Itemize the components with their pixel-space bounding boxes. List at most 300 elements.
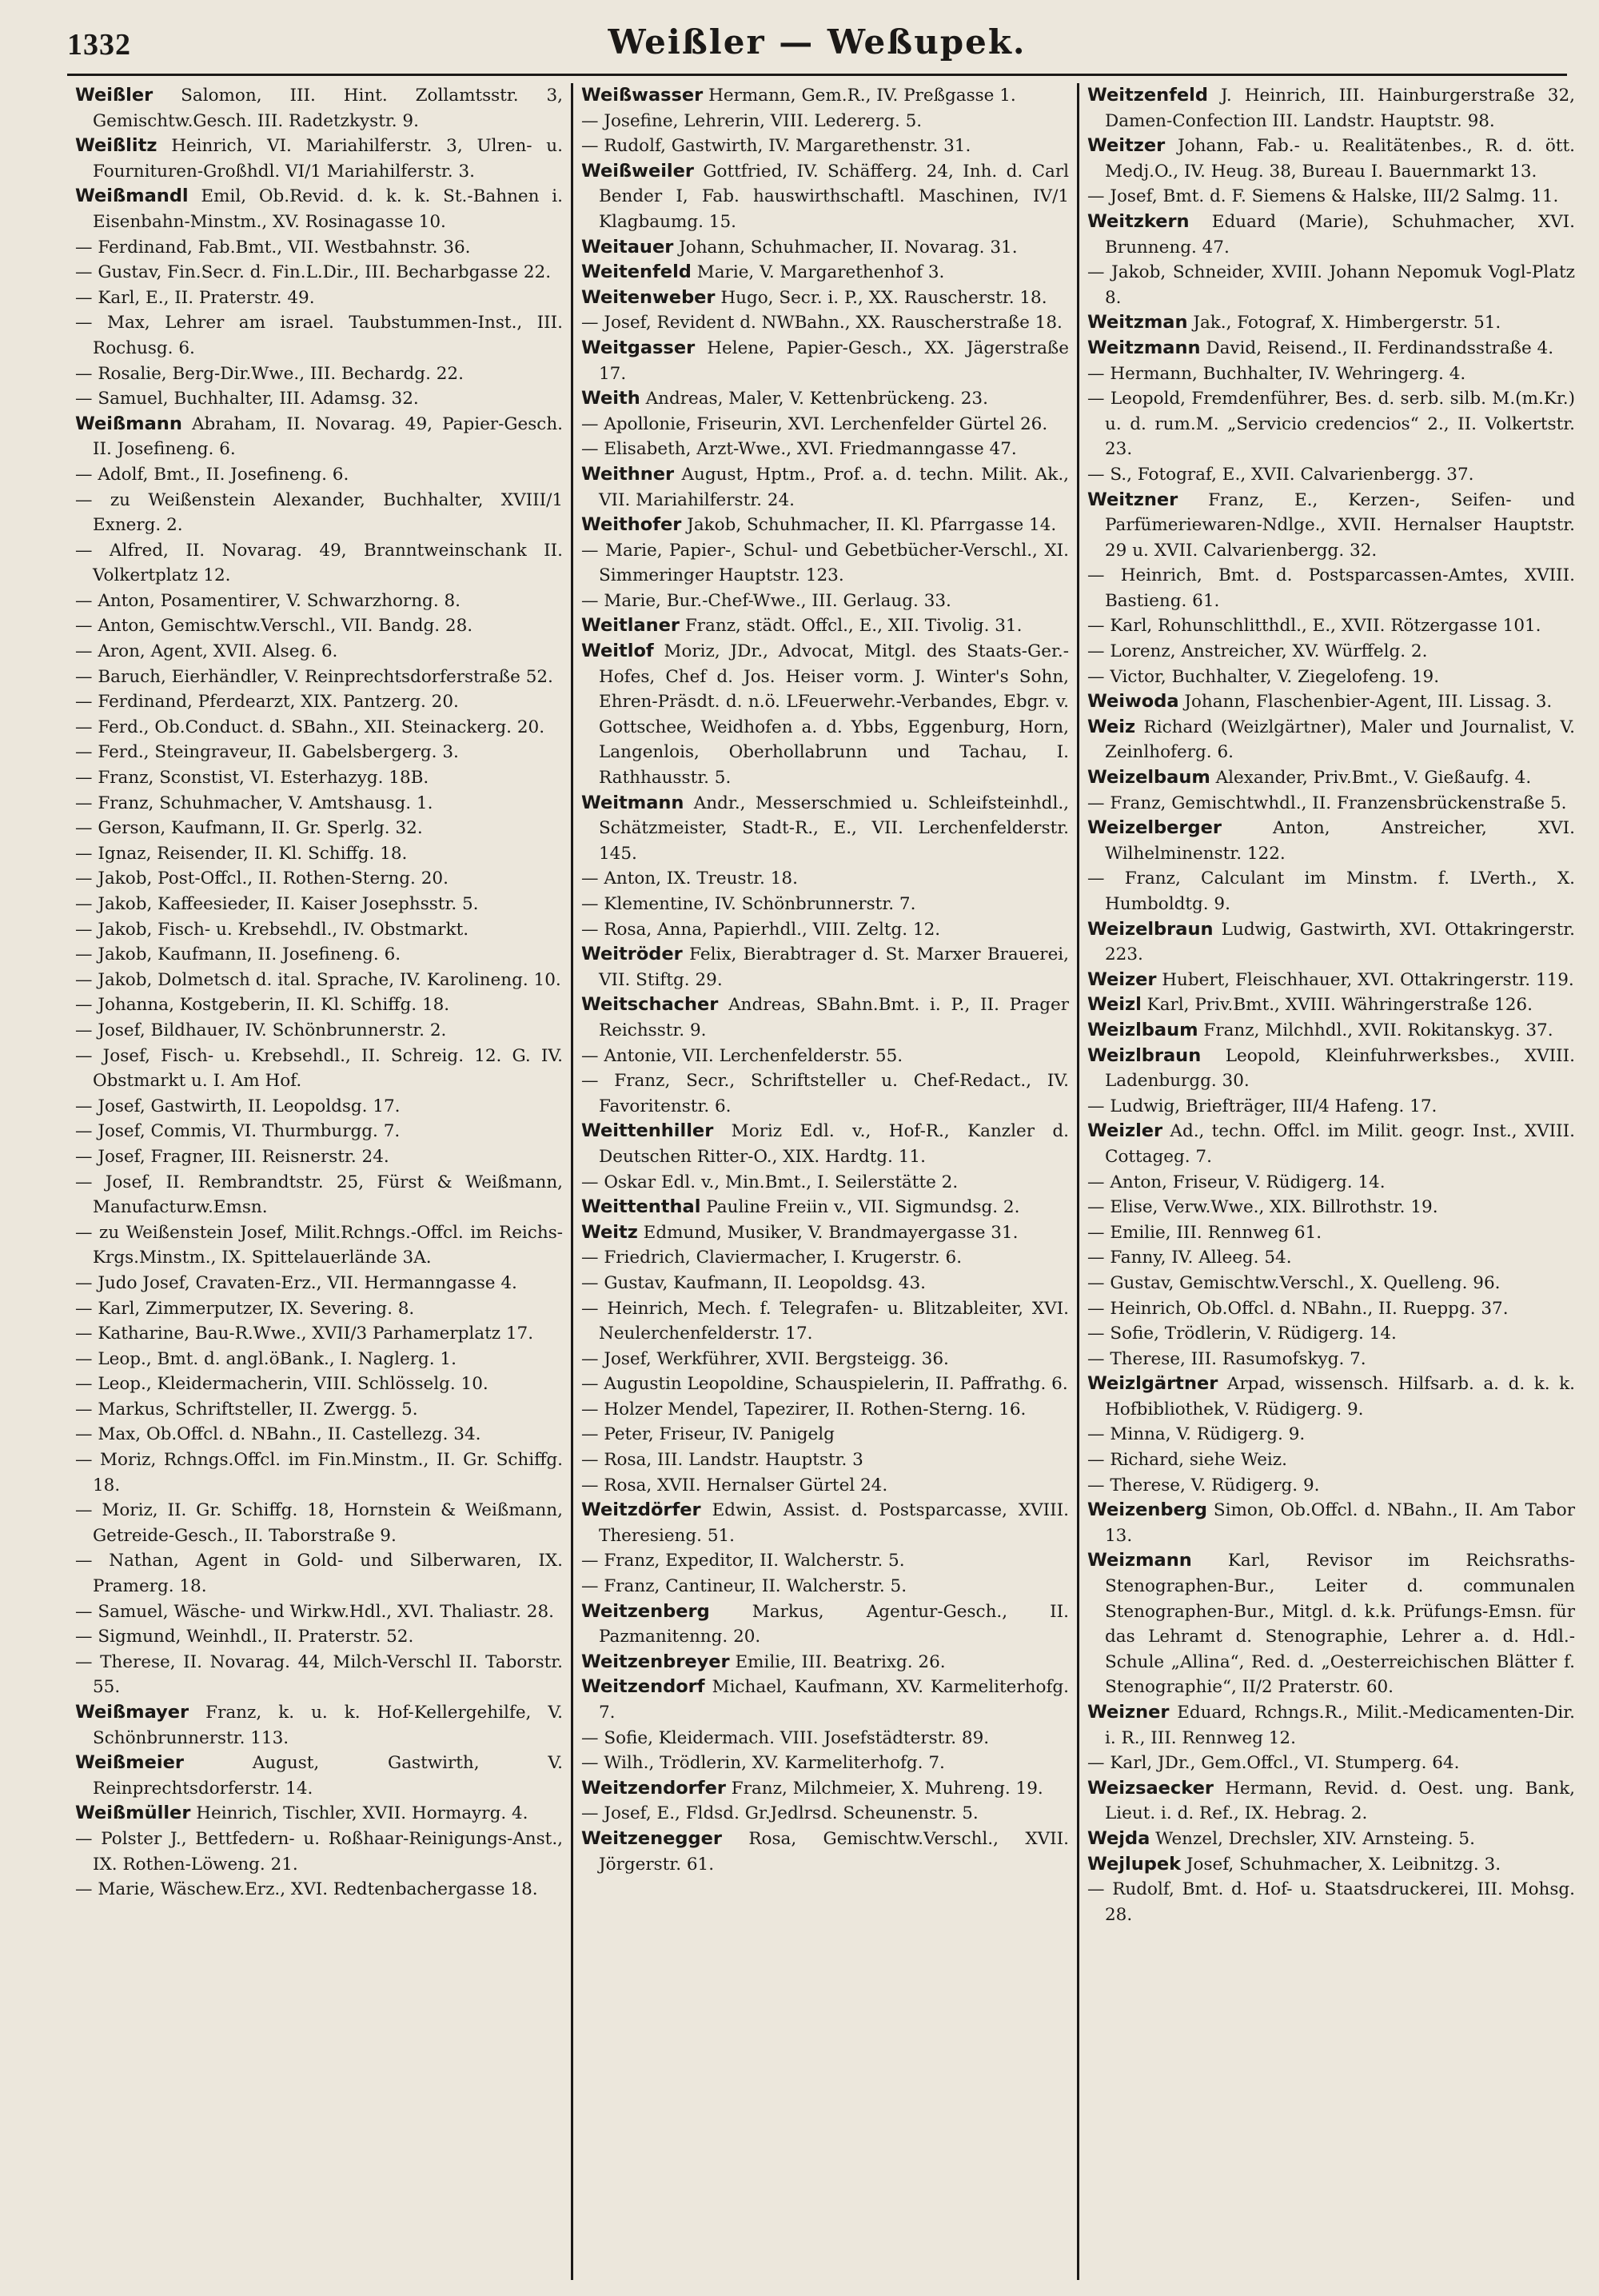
page-number: 1332 <box>67 28 131 62</box>
entry-text: — Franz, Expeditor, II. Walcherstr. 5. <box>581 1551 905 1571</box>
directory-entry <box>581 639 1069 791</box>
entry-surname: Weitgasser <box>581 337 696 358</box>
entry-text: — Heinrich, Mech. f. Telegrafen- u. Blitzableiter, XVI. Neulerchenfelderstr. 17. <box>581 1298 1069 1344</box>
entry-text: — Rudolf, Gastwirth, IV. Margarethenstr. 31. <box>581 136 971 157</box>
entry-text: Hermann, Revid. d. Oest. ung. Bank, Lieut. i. d. Ref., IX. Hebrag. 2. <box>1105 1778 1575 1824</box>
entry-text: Anton, Anstreicher, XVI. Wilhelminenstr. 122. <box>1105 818 1575 864</box>
entry-text: Rosa, Gemischtw.Verschl., XVII. Jörgerstr. 61. <box>599 1828 1069 1875</box>
entry-text: — Heinrich, Bmt. d. Postsparcassen-Amtes, XVIII. Bastieng. 61. <box>1087 565 1575 611</box>
entry-text: Ludwig, Gastwirth, XVI. Ottakringerstr. 223. <box>1105 919 1575 965</box>
entry-text: Hubert, Fleischhauer, XVI. Ottakringerstr. 119. <box>1156 969 1574 990</box>
directory-entry <box>1087 1321 1575 1347</box>
entry-surname: Weitzmann <box>1087 337 1201 358</box>
directory-entry <box>75 1094 563 1120</box>
entry-surname: Weithofer <box>581 514 682 536</box>
entry-surname: Weiz <box>1087 716 1136 737</box>
directory-entry <box>581 1574 1069 1599</box>
entry-text: Johann, Schuhmacher, II. Novarag. 31. <box>673 237 1018 258</box>
entry-surname: Weitenweber <box>581 286 716 308</box>
directory-entry <box>75 589 563 614</box>
entry-surname: Weizlbaum <box>1087 1019 1198 1040</box>
entry-text: — Jakob, Schneider, XVIII. Johann Nepomuk Vogl-Platz 8. <box>1087 262 1575 308</box>
directory-entry <box>75 1751 563 1801</box>
directory-entry <box>581 235 1069 261</box>
entry-text: — Jakob, Kaufmann, II. Josefineng. 6. <box>75 944 401 965</box>
directory-entry <box>1087 665 1575 690</box>
entry-text: — Franz, Gemischtwhdl., II. Franzensbrückenstraße 5. <box>1087 793 1567 813</box>
directory-entry <box>75 1296 563 1322</box>
directory-entry <box>75 83 563 134</box>
directory-entry <box>75 866 563 892</box>
entry-surname: Weizelbaum <box>1087 767 1210 789</box>
directory-entry <box>75 841 563 867</box>
entry-text: — Alfred, II. Novarag. 49, Branntweinschank II. Volkertplatz 12. <box>75 540 563 586</box>
entry-text: — Lorenz, Anstreicher, XV. Würffelg. 2. <box>1087 641 1428 662</box>
directory-entry <box>581 1119 1069 1169</box>
directory-entry <box>1087 1776 1575 1827</box>
directory-entry <box>75 1044 563 1094</box>
entry-text: — Josef, E., Fldsd. Gr.Jedlrsd. Scheunenstr. 5. <box>581 1803 979 1824</box>
entry-text: — Elise, Verw.Wwe., XIX. Billrothstr. 19. <box>1087 1197 1438 1218</box>
entry-text: — Ludwig, Briefträger, III/4 Hafeng. 17. <box>1087 1096 1438 1116</box>
entry-surname: Weißmeier <box>75 1752 184 1774</box>
directory-entry <box>1087 1170 1575 1196</box>
entry-text: Hermann, Gem.R., IV. Preßgasse 1. <box>703 86 1016 106</box>
entry-text: — Max, Ob.Offcl. d. NBahn., II. Castellezg. 34. <box>75 1424 481 1445</box>
directory-entry <box>581 917 1069 943</box>
entry-text: — Polster J., Bettfedern- u. Roßhaar-Reinigungs-Anst., IX. Rothen-Löweng. 21. <box>75 1828 563 1875</box>
entry-text: — Oskar Edl. v., Min.Bmt., I. Seilerstätte 2. <box>581 1172 959 1192</box>
entry-surname: Weitzenberg <box>581 1600 710 1622</box>
entry-text: — Franz, Schuhmacher, V. Amtshausg. 1. <box>75 793 433 813</box>
directory-entry <box>581 336 1069 386</box>
entry-text: Helene, Papier-Gesch., XX. Jägerstraße 17. <box>599 337 1069 384</box>
directory-entry <box>581 462 1069 513</box>
directory-entry <box>1087 134 1575 184</box>
directory-entry <box>75 715 563 741</box>
entry-text: — Johanna, Kostgeberin, II. Kl. Schiffg. 18. <box>75 995 450 1016</box>
directory-entry <box>1087 488 1575 564</box>
entry-text: — Therese, III. Rasumofskyg. 7. <box>1087 1348 1366 1369</box>
entry-text: Franz, Milchhdl., XVII. Rokitanskyg. 37. <box>1198 1020 1553 1040</box>
directory-entry <box>581 1044 1069 1069</box>
directory-entry <box>1087 1852 1575 1878</box>
entry-text: Jak., Fotograf, X. Himbergerstr. 51. <box>1187 313 1501 333</box>
directory-entry <box>75 1650 563 1700</box>
entry-text: — Karl, Zimmerputzer, IX. Severing. 8. <box>75 1298 415 1319</box>
directory-entry <box>75 992 563 1018</box>
directory-entry <box>75 538 563 589</box>
directory-entry <box>1087 1195 1575 1220</box>
directory-entry <box>581 1801 1069 1827</box>
directory-entry <box>75 765 563 791</box>
entry-text: — Josef, Gastwirth, II. Leopoldsg. 17. <box>75 1096 401 1116</box>
entry-text: Arpad, wissensch. Hilfsarb. a. d. k. k. Hofbibliothek, V. Rüdigerg. 9. <box>1105 1374 1575 1420</box>
entry-text: — Katharine, Bau-R.Wwe., XVII/3 Parhamerplatz 17. <box>75 1324 534 1344</box>
directory-entry <box>75 740 563 765</box>
entry-text: Abraham, II. Novarag. 49, Papier-Gesch. II. Josefineng. 6. <box>93 413 563 460</box>
directory-entry <box>581 1447 1069 1473</box>
entry-text: — Sofie, Kleidermach. VIII. Josefstädterstr. 89. <box>581 1727 990 1748</box>
directory-entry <box>581 310 1069 336</box>
entry-text: — Jakob, Fisch- u. Krebsehdl., IV. Obstmarkt. <box>75 919 469 940</box>
entry-surname: Weitenfeld <box>581 262 692 283</box>
directory-entry <box>75 235 563 261</box>
entry-text: — Franz, Secr., Schriftsteller u. Chef-Redact., IV. Favoritenstr. 6. <box>581 1071 1069 1116</box>
entry-text: — Moriz, II. Gr. Schiffg. 18, Hornstein & Weißmann, Getreide-Gesch., II. Taborstraße 9. <box>75 1500 563 1546</box>
entry-text: — Josef, Revident d. NWBahn., XX. Rauscherstraße 18. <box>581 313 1063 333</box>
directory-entry <box>1087 1372 1575 1422</box>
entry-text: Heinrich, Tischler, XVII. Hormayrg. 4. <box>190 1803 528 1824</box>
entry-text: — Nathan, Agent in Gold- und Silberwaren, IX. Pramerg. 18. <box>75 1551 563 1597</box>
directory-entry <box>581 513 1069 538</box>
directory-entry <box>1087 336 1575 361</box>
entry-surname: Weizmann <box>1087 1550 1192 1571</box>
directory-entry <box>1087 968 1575 993</box>
entry-text: — Therese, V. Rüdigerg. 9. <box>1087 1475 1320 1495</box>
entry-text: August, Gastwirth, V. Reinprechtsdorferstr. 14. <box>93 1753 563 1799</box>
directory-entry <box>581 1498 1069 1548</box>
directory-entry <box>75 1498 563 1548</box>
entry-text: — Gustav, Kaufmann, II. Leopoldsg. 43. <box>581 1272 926 1293</box>
directory-entry <box>75 1144 563 1170</box>
entry-text: — Aron, Agent, XVII. Alseg. 6. <box>75 641 338 662</box>
entry-text: Moriz Edl. v., Hof-R., Kanzler d. Deutschen Ritter-O., XIX. Hardtg. 11. <box>599 1121 1069 1167</box>
entry-text: — Samuel, Wäsche- und Wirkw.Hdl., XVI. Thaliastr. 28. <box>75 1601 554 1622</box>
entry-text: — Wilh., Trödlerin, XV. Karmeliterhofg. 7. <box>581 1753 945 1774</box>
entry-text: — Ferdinand, Pferdearzt, XIX. Pantzerg. 20. <box>75 692 459 713</box>
entry-text: — Jakob, Dolmetsch d. ital. Sprache, IV. Karolineng. 10. <box>75 969 561 990</box>
entry-surname: Weitschacher <box>581 994 719 1016</box>
entry-text: David, Reisend., II. Ferdinandsstraße 4. <box>1200 337 1554 358</box>
directory-entry <box>1087 1422 1575 1447</box>
entry-text: — Rudolf, Bmt. d. Hof- u. Staatsdruckerei, III. Mohsg. 28. <box>1087 1879 1575 1925</box>
entry-text: August, Hptm., Prof. a. d. techn. Milit. Ak., VII. Mariahilferstr. 24. <box>599 464 1069 510</box>
entry-surname: Weizsaecker <box>1087 1777 1214 1799</box>
entry-text: — Victor, Buchhalter, V. Ziegelofeng. 19. <box>1087 666 1440 687</box>
directory-entry <box>1087 1498 1575 1548</box>
entry-text: — Josef, II. Rembrandtstr. 25, Fürst & Weißmann, Manufacturw.Emsn. <box>75 1172 563 1218</box>
entry-surname: Weithner <box>581 463 675 485</box>
entry-text: — Apollonie, Friseurin, XVI. Lerchenfelder Gürtel 26. <box>581 413 1048 434</box>
directory-entry <box>581 437 1069 462</box>
entry-surname: Weitzer <box>1087 135 1166 157</box>
directory-entry <box>75 689 563 715</box>
entry-text: Ad., techn. Offcl. im Milit. geogr. Inst., XVIII. Cottageg. 7. <box>1105 1121 1575 1167</box>
entry-surname: Weizer <box>1087 968 1157 990</box>
directory-entry <box>1087 1119 1575 1169</box>
entry-text: — Marie, Bur.-Chef-Wwe., III. Gerlaug. 33. <box>581 590 951 611</box>
entry-text: — Sigmund, Weinhdl., II. Praterstr. 52. <box>75 1627 414 1647</box>
entry-surname: Weitzkern <box>1087 210 1190 232</box>
entry-surname: Weizelbraun <box>1087 918 1214 940</box>
entry-surname: Weitzman <box>1087 312 1188 333</box>
entry-surname: Weittenthal <box>581 1196 701 1218</box>
directory-entry <box>581 992 1069 1043</box>
directory-entry <box>75 1018 563 1044</box>
entry-text: — Josef, Commis, VI. Thurmburgg. 7. <box>75 1121 401 1142</box>
entry-text: Johann, Fab.- u. Realitätenbes., R. d. ött. Medj.O., IV. Heug. 38, Bureau I. Bauernmarkt 13. <box>1105 136 1575 182</box>
directory-entry <box>75 361 563 387</box>
entry-surname: Weizler <box>1087 1120 1163 1142</box>
entry-text: — Josefine, Lehrerin, VIII. Ledererg. 5. <box>581 110 923 131</box>
directory-entry <box>581 1751 1069 1776</box>
directory-entry <box>581 613 1069 639</box>
column-1 <box>67 83 571 2280</box>
entry-text: Emilie, III. Beatrixg. 26. <box>729 1651 946 1672</box>
entry-text: — Rosalie, Berg-Dir.Wwe., III. Bechardg. 22. <box>75 363 464 384</box>
directory-entry <box>581 892 1069 917</box>
directory-entry <box>581 1473 1069 1499</box>
directory-entry <box>581 386 1069 412</box>
entry-text: J. Heinrich, III. Hainburgerstraße 32, Damen-Confection III. Landstr. Hauptstr. 98. <box>1105 86 1575 131</box>
directory-entry <box>1087 639 1575 665</box>
entry-text: — zu Weißenstein Josef, Milit.Rchngs.-Offcl. im Reichs-Krgs.Minstm., IX. Spittelauerlände 3A. <box>75 1222 563 1268</box>
entry-surname: Weizenberg <box>1087 1499 1207 1521</box>
directory-entry <box>75 1624 563 1650</box>
entry-surname: Weitauer <box>581 236 674 258</box>
directory-entry <box>581 1245 1069 1271</box>
directory-entry <box>581 83 1069 109</box>
directory-entry <box>75 286 563 311</box>
entry-text: — Josef, Bildhauer, IV. Schönbrunnerstr. 2. <box>75 1020 447 1040</box>
directory-entry <box>1087 184 1575 210</box>
entry-surname: Wejda <box>1087 1827 1150 1849</box>
directory-entry <box>75 665 563 690</box>
directory-entry <box>1087 563 1575 613</box>
entry-text: — Jakob, Kaffeesieder, II. Kaiser Josephsstr. 5. <box>75 894 479 914</box>
directory-entry <box>75 310 563 361</box>
entry-surname: Weizelberger <box>1087 817 1222 839</box>
directory-entry <box>75 1548 563 1599</box>
directory-entry <box>1087 1220 1575 1246</box>
entry-surname: Weizner <box>1087 1702 1170 1723</box>
entry-text: Karl, Priv.Bmt., XVIII. Währingerstraße 126. <box>1141 995 1533 1016</box>
entry-surname: Weißmayer <box>75 1702 189 1723</box>
directory-entry <box>75 488 563 538</box>
entry-text: — Gustav, Gemischtw.Verschl., X. Quelleng. 96. <box>1087 1272 1501 1293</box>
entry-surname: Weitzdörfer <box>581 1499 701 1521</box>
directory-entry <box>75 1372 563 1397</box>
directory-entry <box>581 1397 1069 1423</box>
entry-text: — Jakob, Post-Offcl., II. Rothen-Sterng. 20. <box>75 868 449 889</box>
entry-text: Wenzel, Drechsler, XIV. Arnsteing. 5. <box>1150 1828 1475 1849</box>
entry-surname: Weißmandl <box>75 186 189 207</box>
entry-text: — Adolf, Bmt., II. Josefineng. 6. <box>75 464 349 485</box>
directory-entry <box>581 109 1069 134</box>
entry-text: Franz, städt. Offcl., E., XII. Tivolig. 31. <box>680 616 1023 637</box>
entry-text: — Gustav, Fin.Secr. d. Fin.L.Dir., III. Becharbgasse 22. <box>75 262 552 283</box>
entry-text: — Rosa, XVII. Hernalser Gürtel 24. <box>581 1475 888 1495</box>
entry-text: Johann, Flaschenbier-Agent, III. Lissag. 3. <box>1178 692 1553 713</box>
entry-text: — S., Fotograf, E., XVII. Calvarienbergg. 37. <box>1087 464 1474 485</box>
entry-surname: Weiwoda <box>1087 691 1179 713</box>
entry-text: — Sofie, Trödlerin, V. Rüdigerg. 14. <box>1087 1324 1397 1344</box>
entry-text: — Anton, Friseur, V. Rüdigerg. 14. <box>1087 1172 1386 1192</box>
directory-entry <box>1087 613 1575 639</box>
running-head: Weißler — Weßupek. <box>608 22 1027 62</box>
entry-surname: Weitlaner <box>581 615 680 637</box>
entry-text: Richard (Weizlgärtner), Maler und Journalist, V. Zeinlhoferg. 6. <box>1105 717 1575 763</box>
entry-text: Eduard, Rchngs.R., Milit.-Medicamenten-Dir. i. R., III. Rennweg 12. <box>1105 1703 1575 1748</box>
entry-text: — Peter, Friseur, IV. Panigelg <box>581 1424 835 1445</box>
entry-surname: Weitröder <box>581 944 683 965</box>
entry-text: — Antonie, VII. Lerchenfelderstr. 55. <box>581 1045 903 1066</box>
entry-text: — Rosa, Anna, Papierhdl., VIII. Zeltg. 12. <box>581 919 941 940</box>
directory-entry <box>581 866 1069 892</box>
directory-entry <box>1087 1245 1575 1271</box>
entry-text: — Franz, Sconstist, VI. Esterhazyg. 18B. <box>75 768 429 789</box>
entry-surname: Weißmüller <box>75 1803 191 1824</box>
entry-text: Edwin, Assist. d. Postsparcasse, XVIII. Theresieng. 51. <box>599 1500 1069 1546</box>
entry-text: — Markus, Schriftsteller, II. Zwergg. 5. <box>75 1399 418 1420</box>
directory-entry <box>1087 917 1575 968</box>
entry-text: — Ignaz, Reisender, II. Kl. Schiffg. 18. <box>75 843 408 864</box>
entry-surname: Wejlupek <box>1087 1853 1182 1875</box>
entry-text: — Augustin Leopoldine, Schauspielerin, II. Paffrathg. 6. <box>581 1374 1068 1395</box>
entry-text: — zu Weißenstein Alexander, Buchhalter, XVIII/1 Exnerg. 2. <box>75 489 563 536</box>
directory-entry <box>581 134 1069 159</box>
directory-entry <box>75 1119 563 1144</box>
directory-entry <box>1087 715 1575 765</box>
entry-surname: Weitzenfeld <box>1087 85 1208 106</box>
column-2 <box>571 83 1077 2280</box>
directory-entry <box>581 412 1069 437</box>
entry-text: Franz, E., Kerzen-, Seifen- und Parfümeriewaren-Ndlge., XVII. Hernalser Hauptstr. 29 u. XVII. Calvarienbergg. 32. <box>1105 489 1575 561</box>
directory-entry <box>75 791 563 817</box>
directory-entry <box>1087 83 1575 134</box>
entry-text: Jakob, Schuhmacher, II. Kl. Pfarrgasse 14. <box>681 515 1057 536</box>
entry-text: Franz, k. u. k. Hof-Kellergehilfe, V. Schönbrunnerstr. 113. <box>93 1703 563 1748</box>
entry-text: Josef, Schuhmacher, X. Leibnitzg. 3. <box>1181 1854 1501 1875</box>
entry-text: — Ferd., Ob.Conduct. d. SBahn., XII. Steinackerg. 20. <box>75 717 545 737</box>
entry-text: Pauline Freiin v., VII. Sigmundsg. 2. <box>700 1197 1020 1218</box>
directory-entry <box>75 1447 563 1498</box>
entry-text: Heinrich, VI. Mariahilferstr. 3, Ulren- u. Fournituren-Großhdl. VI/1 Mariahilferstr. 3. <box>93 136 563 182</box>
directory-entry <box>581 260 1069 286</box>
entry-text: — Judo Josef, Cravaten-Erz., VII. Hermanngasse 4. <box>75 1272 517 1293</box>
entry-text: — Ferd., Steingraveur, II. Gabelsbergerg. 3. <box>75 742 459 763</box>
entry-text: — Franz, Calculant im Minstm. f. LVerth., X. Humboldtg. 9. <box>1087 868 1575 914</box>
directory-entry <box>1087 1347 1575 1372</box>
entry-text: — Anton, Posamentirer, V. Schwarzhorng. 8. <box>75 590 461 611</box>
entry-text: Simon, Ob.Offcl. d. NBahn., II. Am Tabor 13. <box>1105 1500 1575 1546</box>
directory-entry <box>1087 260 1575 310</box>
entry-text: Leopold, Kleinfuhrwerksbes., XVIII. Ladenburgg. 30. <box>1105 1045 1575 1092</box>
directory-entry <box>75 386 563 412</box>
entry-text: — Ferdinand, Fab.Bmt., VII. Westbahnstr. 36. <box>75 237 471 258</box>
entry-text: — Therese, II. Novarag. 44, Milch-Verschl II. Taborstr. 55. <box>75 1651 563 1698</box>
directory-entry <box>581 538 1069 589</box>
header-rule <box>67 74 1567 76</box>
directory-entry <box>581 1195 1069 1220</box>
entry-surname: Weißwasser <box>581 85 704 106</box>
directory-entry <box>581 942 1069 992</box>
entry-text: — Rosa, III. Landstr. Hauptstr. 3 <box>581 1450 863 1471</box>
entry-text: — Fanny, IV. Alleeg. 54. <box>1087 1248 1292 1268</box>
entry-surname: Weitzendorfer <box>581 1777 726 1799</box>
directory-entry <box>1087 1827 1575 1852</box>
entry-text: — Elisabeth, Arzt-Wwe., XVI. Friedmanngasse 47. <box>581 439 1017 460</box>
entry-text: — Karl, Rohunschlitthdl., E., XVII. Rötzergasse 101. <box>1087 616 1541 637</box>
entry-text: — Gerson, Kaufmann, II. Gr. Sperlg. 32. <box>75 818 423 839</box>
entry-surname: Weißweiler <box>581 160 694 182</box>
directory-entry <box>1087 462 1575 488</box>
directory-entry <box>581 1548 1069 1574</box>
entry-text: — Josef, Fisch- u. Krebsehdl., II. Schreig. 12. G. IV. Obstmarkt u. I. Am Hof. <box>75 1045 563 1092</box>
directory-entry <box>1087 689 1575 715</box>
entry-surname: Weitzendorf <box>581 1676 705 1698</box>
entry-text: — Heinrich, Ob.Offcl. d. NBahn., II. Rueppg. 37. <box>1087 1298 1509 1319</box>
directory-entry <box>1087 361 1575 387</box>
entry-text: — Karl, E., II. Praterstr. 49. <box>75 287 315 308</box>
entry-text: Eduard (Marie), Schuhmacher, XVI. Brunneng. 47. <box>1105 211 1575 258</box>
directory-entry <box>581 1068 1069 1119</box>
entry-text: Michael, Kaufmann, XV. Karmeliterhofg. 7. <box>599 1677 1069 1723</box>
entry-surname: Weittenhiller <box>581 1120 714 1142</box>
directory-entry <box>75 184 563 234</box>
entry-text: Franz, Milchmeier, X. Muhreng. 19. <box>725 1778 1043 1799</box>
entry-text: — Moriz, Rchngs.Offcl. im Fin.Minstm., II. Gr. Schiffg. 18. <box>75 1450 563 1495</box>
directory-entry <box>75 613 563 639</box>
directory-entry <box>75 260 563 286</box>
entry-text: — Hermann, Buchhalter, IV. Wehringerg. 4. <box>1087 363 1466 384</box>
directory-entry <box>581 1675 1069 1725</box>
directory-entry <box>75 968 563 993</box>
directory-entry <box>581 159 1069 235</box>
entry-text: — Anton, IX. Treustr. 18. <box>581 868 798 889</box>
entry-text: — Minna, V. Rüdigerg. 9. <box>1087 1424 1306 1445</box>
directory-entry <box>75 1827 563 1877</box>
directory-entry <box>1087 791 1575 817</box>
entry-surname: Weitzenbreyer <box>581 1651 730 1672</box>
entry-text: Alexander, Priv.Bmt., V. Gießaufg. 4. <box>1210 768 1532 789</box>
directory-entry <box>581 1827 1069 1877</box>
entry-surname: Weith <box>581 388 640 409</box>
entry-text: — Josef, Fragner, III. Reisnerstr. 24. <box>75 1146 389 1167</box>
entry-text: — Marie, Wäschew.Erz., XVI. Redtenbachergasse 18. <box>75 1879 538 1900</box>
entry-text: — Leopold, Fremdenführer, Bes. d. serb. silb. M.(m.Kr.) u. d. rum.M. „Servicio credencios“ 2., II. Volkertstr. 23. <box>1087 389 1575 460</box>
entry-text: — Josef, Bmt. d. F. Siemens & Halske, III/2 Salmg. 11. <box>1087 186 1559 207</box>
entry-surname: Weitzenegger <box>581 1827 722 1849</box>
entry-text: — Baruch, Eierhändler, V. Reinprechtsdorferstraße 52. <box>75 666 553 687</box>
entry-text: — Anton, Gemischtw.Verschl., VII. Bandg. 28. <box>75 616 473 637</box>
entry-text: Andreas, Maler, V. Kettenbrückeng. 23. <box>640 389 988 409</box>
directory-entry <box>1087 1018 1575 1044</box>
directory-entry <box>75 816 563 841</box>
entry-text: Andr., Messerschmied u. Schleifsteinhdl., Schätzmeister, Stadt-R., E., VII. Lerchenfelderstr. 145. <box>599 793 1069 864</box>
directory-entry <box>75 1599 563 1625</box>
entry-text: — Franz, Cantineur, II. Walcherstr. 5. <box>581 1576 907 1597</box>
entry-text: Gottfried, IV. Schäfferg. 24, Inh. d. Carl Bender I, Fab. hauswirthschaftl. Maschinen, IV/1 Klagbaumg. 15. <box>599 161 1069 232</box>
entry-text: Marie, V. Margarethenhof 3. <box>691 262 945 283</box>
directory-entry <box>581 1726 1069 1751</box>
entry-surname: Weizlbraun <box>1087 1044 1202 1066</box>
entry-text: — Friedrich, Claviermacher, I. Krugerstr. 6. <box>581 1248 963 1268</box>
directory-entry <box>581 1220 1069 1246</box>
directory-entry <box>1087 1447 1575 1473</box>
entry-surname: Weitzner <box>1087 489 1178 510</box>
entry-text: — Emilie, III. Rennweg 61. <box>1087 1222 1322 1243</box>
entry-text: Karl, Revisor im Reichsraths-Stenographen-Bur., Leiter d. communalen Stenographen-Bur., Mitgl. d. k.k. Prüfungs-Emsn. für das Lehramt d. Stenographie, Lehrer a. d. Hdl.-Schule „Allina“, Red. d. „Oesterreichischen Blätter f. Stenographie“, II/2 Praterstr. 60. <box>1105 1551 1575 1698</box>
entry-text: Salomon, III. Hint. Zollamtsstr. 3, Gemischtw.Gesch. III. Radetzkystr. 9. <box>93 86 563 131</box>
entry-surname: Weitlof <box>581 641 654 662</box>
directory-entry <box>1087 992 1575 1018</box>
column-3 <box>1077 83 1583 2280</box>
directory-entry <box>581 1170 1069 1196</box>
directory-entry <box>581 1271 1069 1296</box>
directory-entry <box>75 1220 563 1271</box>
